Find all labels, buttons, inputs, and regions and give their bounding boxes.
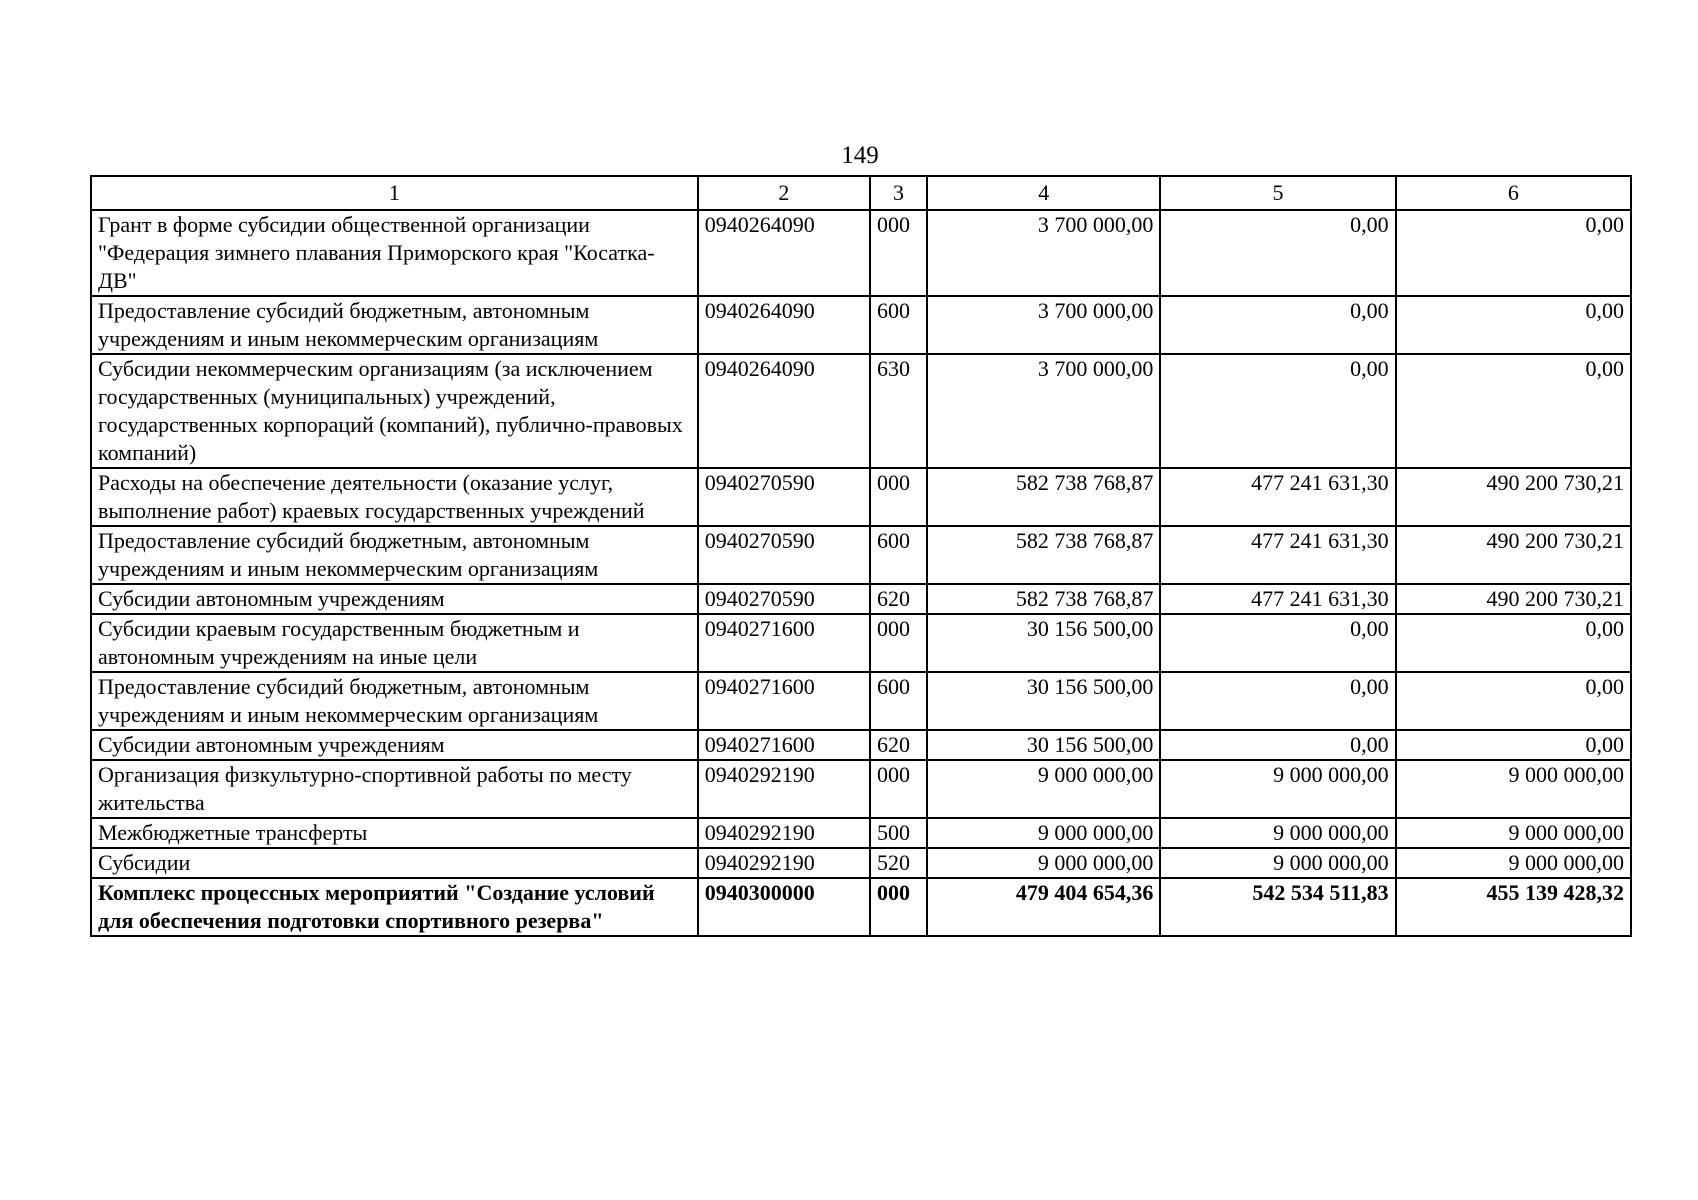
row-value-col6: 0,00 [1396,354,1631,468]
row-name: Субсидии автономным учреждениям [91,584,698,614]
row-value-col6: 0,00 [1396,210,1631,296]
row-name: Грант в форме субсидии общественной организации "Федерация зимнего плавания Приморского края "Косатка-ДВ" [91,210,698,296]
column-header-6: 6 [1396,176,1631,210]
row-name: Субсидии автономным учреждениям [91,730,698,760]
row-value-col6: 0,00 [1396,614,1631,672]
row-value-col4: 582 738 768,87 [927,584,1160,614]
row-code: 0940264090 [698,210,870,296]
row-kind: 600 [870,296,927,354]
row-value-col6: 9 000 000,00 [1396,818,1631,848]
row-code: 0940270590 [698,584,870,614]
row-value-col5: 0,00 [1160,672,1395,730]
row-value-col4: 30 156 500,00 [927,672,1160,730]
row-kind: 520 [870,848,927,878]
table-row [91,296,1631,354]
row-kind: 500 [870,818,927,848]
table-row [91,848,1631,878]
table-row [91,818,1631,848]
row-code: 0940270590 [698,468,870,526]
row-kind: 620 [870,730,927,760]
column-header-3: 3 [870,176,927,210]
row-value-col5: 9 000 000,00 [1160,760,1395,818]
row-name: Субсидии [91,848,698,878]
table-row [91,760,1631,818]
row-value-col4: 582 738 768,87 [927,468,1160,526]
row-name: Субсидии краевым государственным бюджетным и автономным учреждениям на иные цели [91,614,698,672]
row-name: Предоставление субсидий бюджетным, автономным учреждениям и иным некоммерческим организациям [91,672,698,730]
row-value-col5: 542 534 511,83 [1160,878,1395,936]
row-value-col4: 9 000 000,00 [927,760,1160,818]
row-kind: 000 [870,468,927,526]
table-row [91,584,1631,614]
row-kind: 000 [870,614,927,672]
row-code: 0940271600 [698,614,870,672]
row-kind: 630 [870,354,927,468]
table-header-row [91,176,1631,210]
row-value-col6: 9 000 000,00 [1396,760,1631,818]
row-value-col6: 490 200 730,21 [1396,468,1631,526]
row-value-col4: 9 000 000,00 [927,848,1160,878]
budget-table [90,175,1632,937]
row-kind: 000 [870,210,927,296]
row-value-col4: 3 700 000,00 [927,354,1160,468]
column-header-1: 1 [91,176,698,210]
row-code: 0940270590 [698,526,870,584]
column-header-5: 5 [1160,176,1395,210]
row-value-col6: 9 000 000,00 [1396,848,1631,878]
row-code: 0940292190 [698,848,870,878]
row-kind: 600 [870,672,927,730]
row-value-col6: 490 200 730,21 [1396,584,1631,614]
row-value-col6: 490 200 730,21 [1396,526,1631,584]
row-value-col5: 477 241 631,30 [1160,584,1395,614]
row-value-col5: 0,00 [1160,210,1395,296]
row-code: 0940271600 [698,730,870,760]
table-row [91,730,1631,760]
table-row [91,526,1631,584]
row-name: Межбюджетные трансферты [91,818,698,848]
row-value-col5: 477 241 631,30 [1160,468,1395,526]
row-name: Комплекс процессных мероприятий "Создание условий для обеспечения подготовки спортивного резерва" [91,878,698,936]
row-value-col4: 30 156 500,00 [927,614,1160,672]
row-value-col6: 0,00 [1396,672,1631,730]
row-value-col5: 9 000 000,00 [1160,818,1395,848]
row-name: Предоставление субсидий бюджетным, автономным учреждениям и иным некоммерческим организациям [91,526,698,584]
row-value-col5: 477 241 631,30 [1160,526,1395,584]
row-code: 0940292190 [698,760,870,818]
row-kind: 600 [870,526,927,584]
row-code: 0940300000 [698,878,870,936]
table-body [91,210,1631,936]
column-header-2: 2 [698,176,870,210]
row-value-col6: 455 139 428,32 [1396,878,1631,936]
table-row [91,878,1631,936]
row-value-col4: 479 404 654,36 [927,878,1160,936]
table-row [91,672,1631,730]
row-value-col5: 0,00 [1160,354,1395,468]
table-row [91,354,1631,468]
row-value-col4: 30 156 500,00 [927,730,1160,760]
row-value-col5: 0,00 [1160,614,1395,672]
row-name: Организация физкультурно-спортивной работы по месту жительства [91,760,698,818]
row-kind: 000 [870,760,927,818]
table-row [91,614,1631,672]
row-name: Предоставление субсидий бюджетным, автономным учреждениям и иным некоммерческим организациям [91,296,698,354]
row-code: 0940264090 [698,296,870,354]
row-value-col5: 0,00 [1160,730,1395,760]
column-header-4: 4 [927,176,1160,210]
row-value-col5: 0,00 [1160,296,1395,354]
row-value-col4: 9 000 000,00 [927,818,1160,848]
row-name: Субсидии некоммерческим организациям (за исключением государственных (муниципальных) учреждений, государственных корпораций (компаний), публично-правовых компаний) [91,354,698,468]
row-code: 0940264090 [698,354,870,468]
row-name: Расходы на обеспечение деятельности (оказание услуг, выполнение работ) краевых государственных учреждений [91,468,698,526]
row-value-col5: 9 000 000,00 [1160,848,1395,878]
row-value-col4: 582 738 768,87 [927,526,1160,584]
table-row [91,210,1631,296]
page-number: 149 [841,142,879,169]
row-kind: 620 [870,584,927,614]
row-kind: 000 [870,878,927,936]
row-code: 0940292190 [698,818,870,848]
row-value-col6: 0,00 [1396,730,1631,760]
table-row [91,468,1631,526]
row-value-col4: 3 700 000,00 [927,296,1160,354]
row-code: 0940271600 [698,672,870,730]
row-value-col4: 3 700 000,00 [927,210,1160,296]
row-value-col6: 0,00 [1396,296,1631,354]
